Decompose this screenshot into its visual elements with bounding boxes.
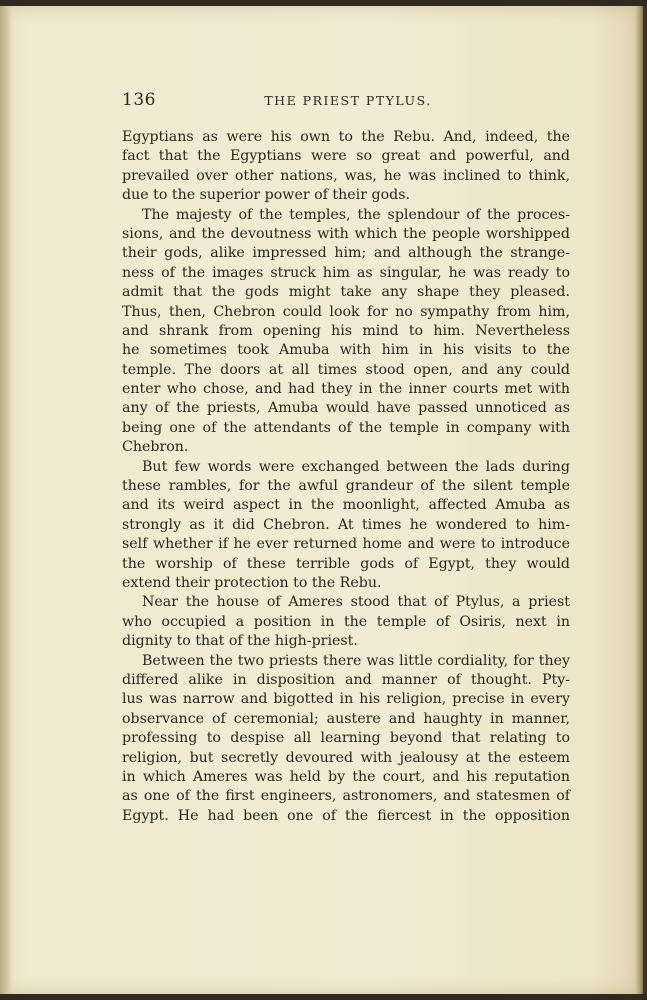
text-line: admit that the gods might take any shape they pleased. xyxy=(122,284,570,301)
text-line: Thus, then, Chebron could look for no sympathy from him, xyxy=(122,303,570,320)
running-title: THE PRIEST PTYLUS. xyxy=(264,93,432,108)
text-line: any of the priests, Amuba would have passed unnoticed as xyxy=(122,400,570,417)
text-line: The majesty of the temples, the splendour of the proces- xyxy=(142,206,570,223)
page-right-edge xyxy=(635,6,643,994)
scan-bottom-border xyxy=(0,994,647,1000)
page-number: 136 xyxy=(122,90,156,110)
text-line: dignity to that of the high-priest. xyxy=(122,633,358,650)
text-line: in which Ameres was held by the court, and his reputation xyxy=(122,768,570,785)
text-line: extend their protection to the Rebu. xyxy=(122,574,382,591)
text-line: due to the superior power of their gods. xyxy=(122,187,410,204)
text-line: he sometimes took Amuba with him in his visits to the xyxy=(122,342,570,359)
text-line: fact that the Egyptians were so great and powerful, and xyxy=(122,148,570,165)
text-line: and its weird aspect in the moonlight, affected Amuba as xyxy=(122,497,570,514)
text-line: being one of the attendants of the temple in company with xyxy=(122,419,570,436)
text-line: ness of the images struck him as singular, he was ready to xyxy=(122,264,570,281)
text-line: Chebron. xyxy=(122,439,189,456)
text-line: lus was narrow and bigotted in his religion, precise in every xyxy=(122,691,570,708)
text-line: But few words were exchanged between the lads during xyxy=(142,458,570,475)
body-text xyxy=(122,128,570,826)
text-line: enter who chose, and had they in the inner courts met with xyxy=(122,381,570,398)
text-line: Between the two priests there was little cordiality, for they xyxy=(142,652,570,669)
text-line: sions, and the devoutness with which the people worshipped xyxy=(122,225,570,242)
text-line: observance of ceremonial; austere and haughty in manner, xyxy=(122,710,570,727)
text-line: who occupied a position in the temple of Osiris, next in xyxy=(122,613,570,630)
text-line: professing to despise all learning beyond that relating to xyxy=(122,730,570,747)
text-line: these rambles, for the awful grandeur of the silent temple xyxy=(122,478,570,495)
text-line: Egyptians as were his own to the Rebu. And, indeed, the xyxy=(122,129,570,145)
text-line: strongly as it did Chebron. At times he wondered to him- xyxy=(122,516,570,533)
text-line: prevailed over other nations, was, he was inclined to think, xyxy=(122,167,570,184)
text-line: religion, but secretly devoured with jealousy at the esteem xyxy=(122,749,570,766)
text-line: their gods, alike impressed him; and although the strange- xyxy=(122,245,570,262)
page-binding-edge xyxy=(0,6,12,994)
text-line: temple. The doors at all times stood open, and any could xyxy=(122,361,570,378)
text-line: and shrank from opening his mind to him. Nevertheless xyxy=(122,322,570,339)
text-line: self whether if he ever returned home and were to introduce xyxy=(122,536,570,553)
page-header xyxy=(122,88,574,114)
text-line: as one of the first engineers, astronomers, and statesmen of xyxy=(122,788,570,805)
text-line: Egypt. He had been one of the fiercest in the opposition xyxy=(122,807,570,824)
text-line: differed alike in disposition and manner of thought. Pty- xyxy=(122,671,570,688)
text-line: Near the house of Ameres stood that of Ptylus, a priest xyxy=(142,594,570,611)
text-line: the worship of these terrible gods of Egypt, they would xyxy=(122,555,570,572)
